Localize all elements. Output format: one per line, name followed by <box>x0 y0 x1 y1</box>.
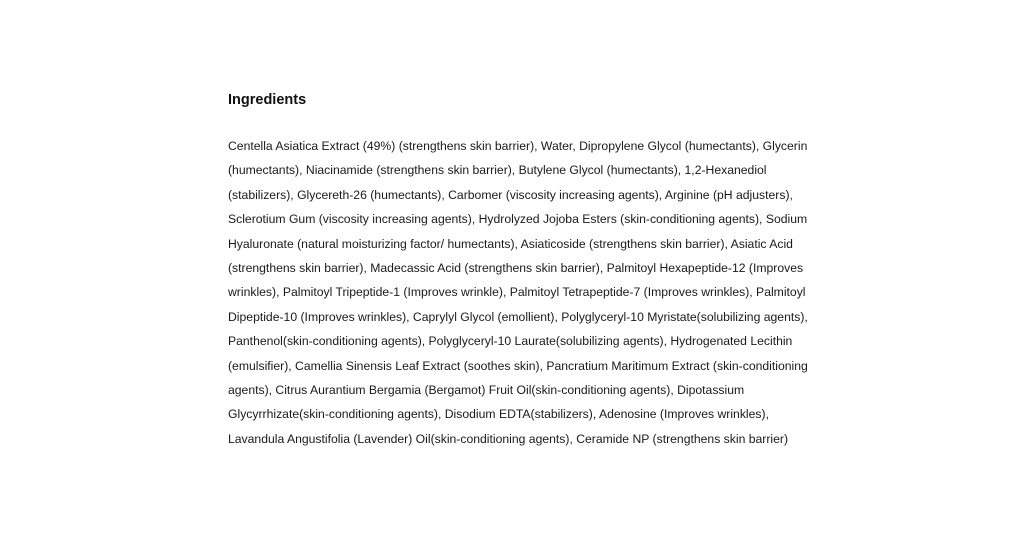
ingredients-line: agents), Citrus Aurantium Bergamia (Bergamot) Fruit Oil(skin-conditioning agents), Dipotassium <box>228 383 745 398</box>
ingredients-heading: Ingredients <box>228 92 307 108</box>
ingredients-line: wrinkles), Palmitoyl Tripeptide-1 (Improves wrinkle), Palmitoyl Tetrapeptide-7 (Improves wrinkles), Palmitoyl <box>228 285 806 300</box>
ingredients-line: Panthenol(skin-conditioning agents), Polyglyceryl-10 Laurate(solubilizing agents), Hydrogenated Lecithin <box>228 334 793 349</box>
ingredients-line: Dipeptide-10 (Improves wrinkles), Caprylyl Glycol (emollient), Polyglyceryl-10 Myristate(solubilizing agents), <box>228 309 808 324</box>
ingredients-line: Sclerotium Gum (viscosity increasing agents), Hydrolyzed Jojoba Esters (skin-conditioning agents), Sodium <box>228 212 808 227</box>
ingredients-line: Centella Asiatica Extract (49%) (strengthens skin barrier), Water, Dipropylene Glycol (humectants), Glycerin <box>228 139 808 153</box>
ingredients-line: (stabilizers), Glycereth-26 (humectants), Carbomer (viscosity increasing agents), Arginine (pH adjusters), <box>228 187 793 202</box>
ingredients-list <box>228 134 848 451</box>
ingredients-section <box>228 88 848 451</box>
ingredients-line: (humectants), Niacinamide (strengthens skin barrier), Butylene Glycol (humectants), 1,2-Hexanediol <box>228 163 767 178</box>
ingredients-line: Hyaluronate (natural moisturizing factor/ humectants), Asiaticoside (strengthens skin barrier), Asiatic Acid <box>228 236 793 251</box>
ingredients-line: (strengthens skin barrier), Madecassic Acid (strengthens skin barrier), Palmitoyl Hexapeptide-12 (Improves <box>228 261 804 276</box>
ingredients-line: Lavandula Angustifolia (Lavender) Oil(skin-conditioning agents), Ceramide NP (strengthens skin barrier) <box>228 431 789 446</box>
ingredients-line: Glycyrrhizate(skin-conditioning agents), Disodium EDTA(stabilizers), Adenosine (Improves wrinkles), <box>228 407 769 422</box>
ingredients-line: (emulsifier), Camellia Sinensis Leaf Extract (soothes skin), Pancratium Maritimum Extract (skin-conditioning <box>228 358 808 373</box>
